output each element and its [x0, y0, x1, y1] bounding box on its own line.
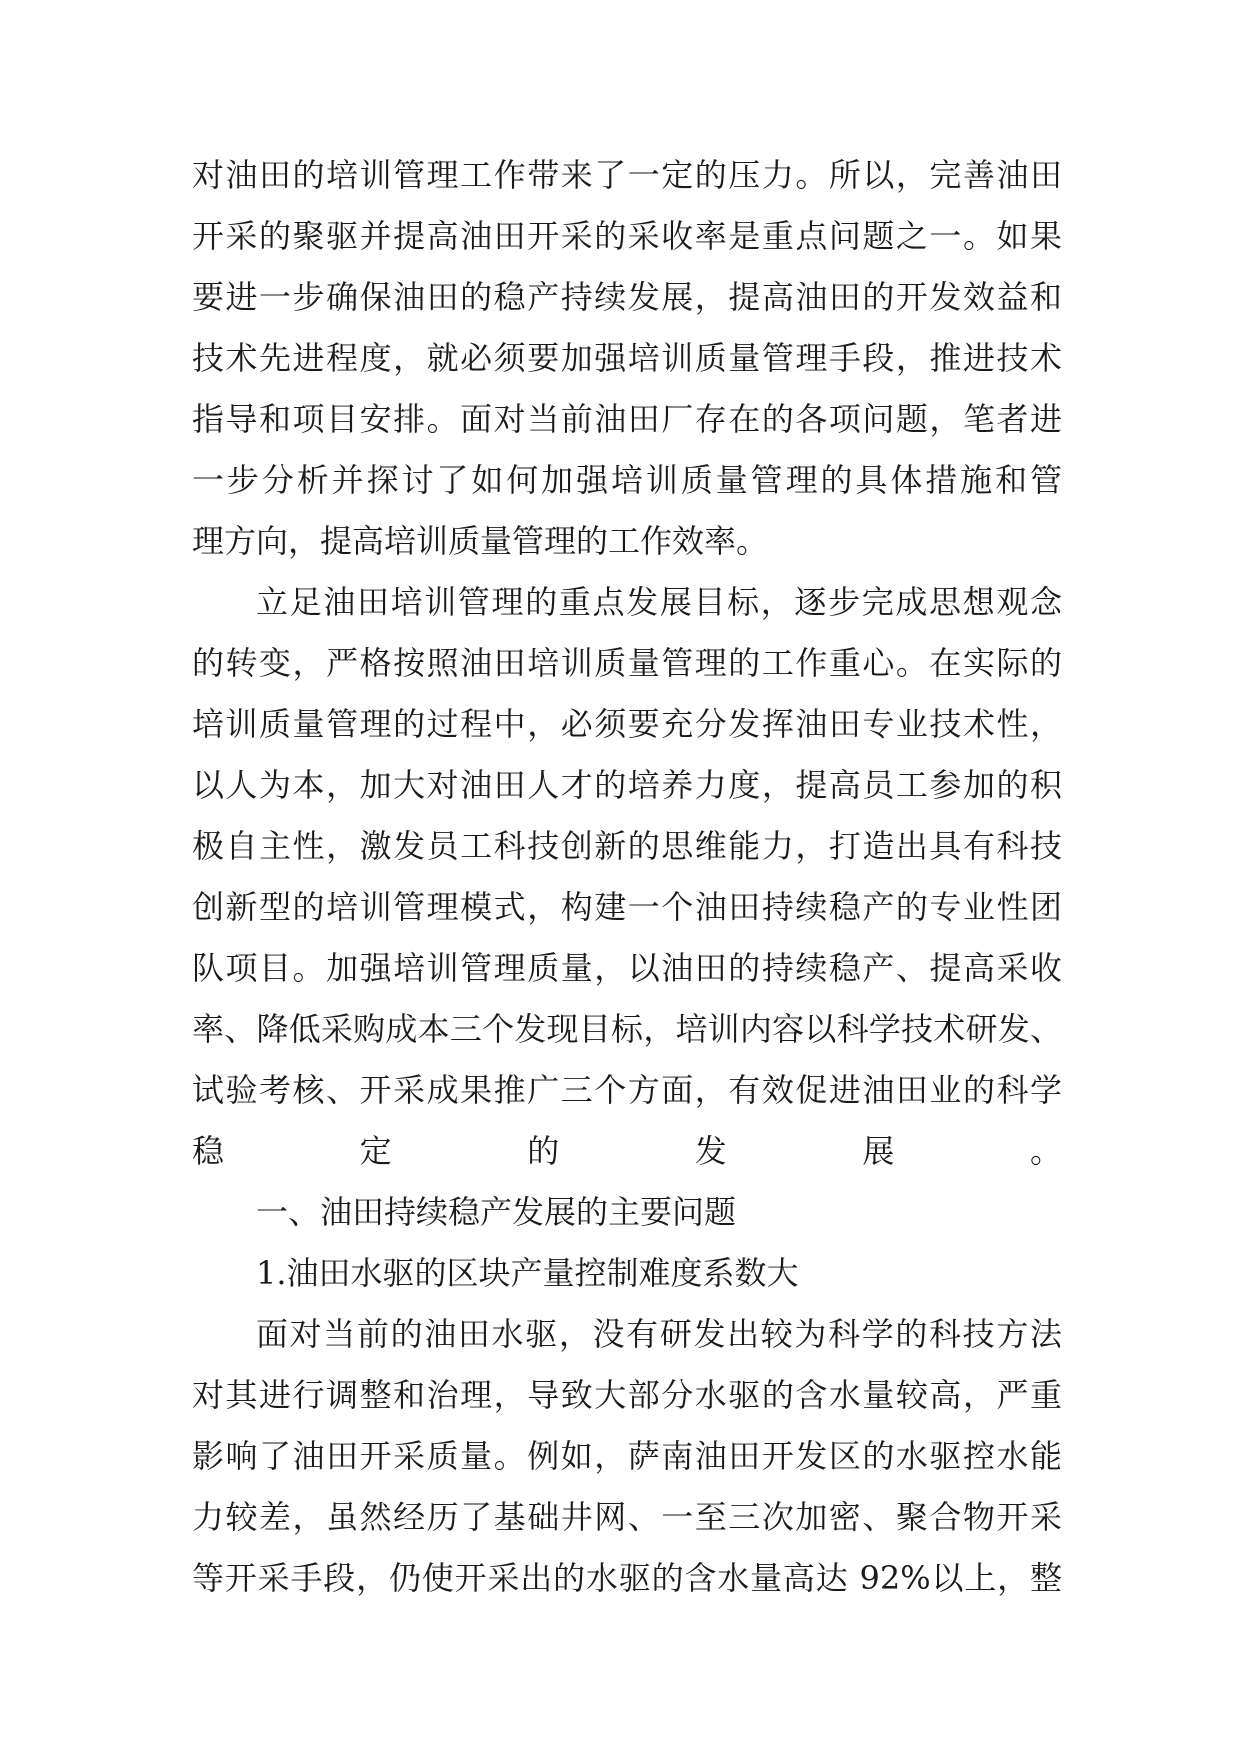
text-line: 理方向，提高培训质量管理的工作效率。	[192, 522, 769, 560]
text-line: 试验考核、开采成果推广三个方面，有效促进油田业的科学	[192, 1071, 1062, 1109]
text-line: 创新型的培训管理模式，构建一个油田持续稳产的专业性团	[192, 888, 1062, 926]
subsection-heading	[192, 1243, 1062, 1304]
heading-line: 1.油田水驱的区块产量控制难度系数大	[256, 1254, 799, 1292]
section-heading	[192, 1182, 1062, 1243]
text-line: 要进一步确保油田的稳产持续发展，提高油田的开发效益和	[192, 278, 1062, 316]
paragraph-2	[192, 572, 1062, 1243]
text-line: 队项目。加强培训管理质量，以油田的持续稳产、提高采收	[192, 949, 1062, 987]
text-line: 对其进行调整和治理，导致大部分水驱的含水量较高，严重	[192, 1376, 1062, 1414]
paragraph-3	[192, 1304, 1062, 1609]
text-line: 技术先进程度，就必须要加强培训质量管理手段，推进技术	[192, 339, 1062, 377]
text-line: 指导和项目安排。面对当前油田厂存在的各项问题，笔者进	[192, 400, 1062, 438]
text-line: 等开采手段，仍使开采出的水驱的含水量高达 92%以上，整	[192, 1559, 1062, 1597]
text-line: 面对当前的油田水驱，没有研发出较为科学的科技方法	[256, 1315, 1062, 1353]
text-line: 影响了油田开采质量。例如，萨南油田开发区的水驱控水能	[192, 1437, 1062, 1475]
heading-line: 一、油田持续稳产发展的主要问题	[256, 1193, 737, 1231]
text-line: 极自主性，激发员工科技创新的思维能力，打造出具有科技	[192, 827, 1062, 865]
text-line: 对油田的培训管理工作带来了一定的压力。所以，完善油田	[192, 156, 1062, 194]
text-line: 率、降低采购成本三个发现目标，培训内容以科学技术研发、	[192, 1010, 1062, 1048]
text-line: 以人为本，加大对油田人才的培养力度，提高员工参加的积	[192, 766, 1062, 804]
text-line: 力较差，虽然经历了基础井网、一至三次加密、聚合物开采	[192, 1498, 1062, 1536]
text-line: 立足油田培训管理的重点发展目标，逐步完成思想观念	[256, 583, 1062, 621]
text-line: 稳定的发展。	[192, 1132, 1062, 1170]
text-line: 培训质量管理的过程中，必须要充分发挥油田专业技术性，	[192, 705, 1062, 743]
text-line: 开采的聚驱并提高油田开采的采收率是重点问题之一。如果	[192, 217, 1062, 255]
paragraph-1	[192, 145, 1062, 572]
text-line: 的转变，严格按照油田培训质量管理的工作重心。在实际的	[192, 644, 1062, 682]
text-line: 一步分析并探讨了如何加强培训质量管理的具体措施和管	[192, 461, 1062, 499]
